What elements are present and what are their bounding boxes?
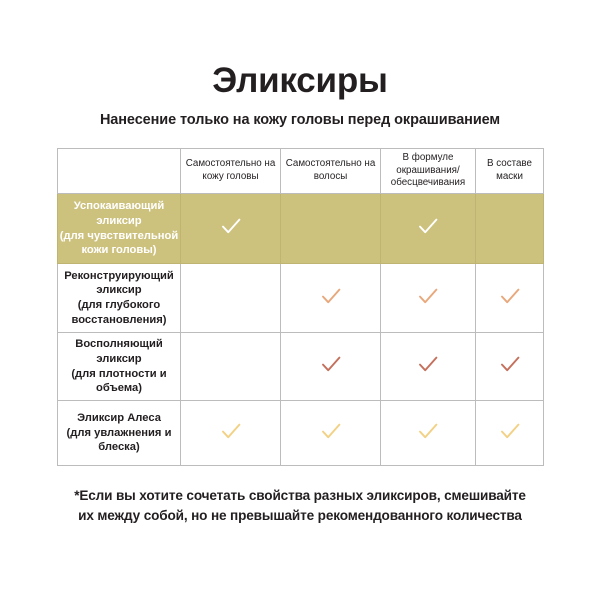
check-icon [218,213,244,239]
product-name: Успокаивающий эликсир [73,200,165,227]
row-label-replenishing-elixir [58,333,181,401]
check-cell-alesa-elixir-self-hair [281,401,381,466]
check-cell-alesa-elixir-in-color-formula [381,401,476,466]
column-header-in-color-formula: В формуле окрашивания/ обесцвечивания [381,149,476,194]
table-row [58,264,544,333]
table-row [58,333,544,401]
check-icon [318,351,344,377]
check-cell-alesa-elixir-in-mask [476,401,544,466]
check-cell-alesa-elixir-self-scalp [181,401,281,466]
check-cell-reconstructing-elixir-in-mask [476,264,544,333]
footnote [0,486,600,525]
column-header-self-hair: Самостоятельно на волосы [281,149,381,194]
row-label-alesa-elixir [58,401,181,466]
check-icon [318,283,344,309]
check-icon [415,283,441,309]
table-body [58,194,544,466]
check-icon [497,418,523,444]
check-cell-soothing-elixir-self-scalp [181,194,281,264]
check-icon [497,351,523,377]
table-header-row [58,149,544,194]
check-icon [497,283,523,309]
empty-cell-soothing-elixir-in-mask [476,194,544,264]
footnote-line-2: их между собой, но не превышайте рекомендованного количества [78,507,522,523]
check-cell-replenishing-elixir-in-color-formula [381,333,476,401]
check-icon [415,418,441,444]
empty-cell-soothing-elixir-self-hair [281,194,381,264]
column-header-self-scalp: Самостоятельно на кожу головы [181,149,281,194]
footnote-line-1: *Если вы хотите сочетать свойства разных эликсиров, смешивайте [74,488,526,503]
table-row [58,401,544,466]
product-name: Эликсир Алеса [77,412,161,425]
check-cell-replenishing-elixir-in-mask [476,333,544,401]
check-icon [415,351,441,377]
row-label-reconstructing-elixir [58,264,181,333]
page-subtitle: Нанесение только на кожу головы перед окрашиванием [99,112,501,128]
check-icon [318,418,344,444]
check-cell-soothing-elixir-in-color-formula [381,194,476,264]
product-note: (для плотности и объема) [71,367,167,395]
product-note: (для увлажнения и блеска) [66,426,172,454]
column-header-in-mask: В составе маски [476,149,544,194]
check-cell-reconstructing-elixir-self-hair [281,264,381,333]
table-header [58,149,544,194]
product-note: (для глубокого восстановления) [71,299,167,326]
page-title: Эликсиры [212,61,388,100]
product-name: Реконструирующий эликсир [64,269,174,297]
check-cell-replenishing-elixir-self-hair [281,333,381,401]
check-icon [218,418,244,444]
product-name: Восполняющий эликсир [75,338,163,365]
table-corner-cell [58,149,181,194]
table-row [58,194,544,264]
product-note: (для чувствительной кожи головы) [59,229,179,257]
empty-cell-reconstructing-elixir-self-scalp [181,264,281,333]
row-label-soothing-elixir [58,194,181,264]
empty-cell-replenishing-elixir-self-scalp [181,333,281,401]
check-cell-reconstructing-elixir-in-color-formula [381,264,476,333]
check-icon [415,213,441,239]
elixir-application-table [57,148,544,466]
